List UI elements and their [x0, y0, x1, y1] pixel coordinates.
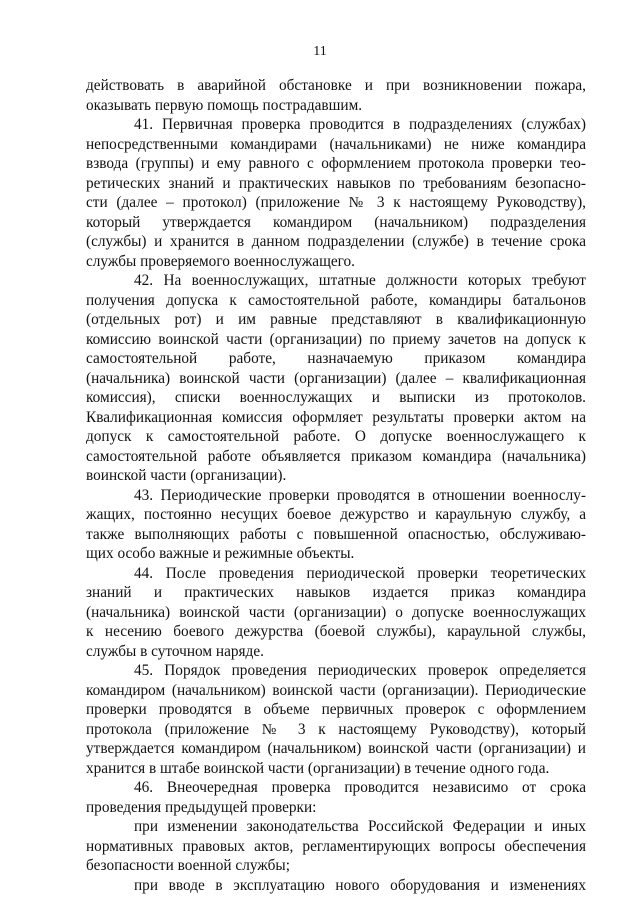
- text-line: при изменении законодательства Российской Федерации и иных: [134, 818, 586, 835]
- text-line: 41. Первичная проверка проводится в подразделениях (службах): [134, 116, 586, 133]
- text-line: (начальника) воинской части (организации) (далее – квалификационная: [86, 369, 586, 387]
- text-line: хранится в штабе воинской части (организации) в течение одного года.: [86, 759, 550, 777]
- text-line: получения допуска к самостоятельной работе, командиры батальонов: [86, 291, 586, 309]
- text-line: ретических знаний и практических навыков по требованиям безопасно-: [86, 174, 586, 192]
- text-line: самостоятельной работе, назначаемую приказом командира: [86, 350, 586, 367]
- text-line: командиром (начальником) воинской части (организации). Периодические: [86, 681, 586, 699]
- text-line: проверки проводятся в объеме первичных проверок с оформлением: [86, 701, 586, 718]
- text-line: (отдельных рот) и им равные представляют в квалификационную: [86, 311, 586, 328]
- text-line: допуск к самостоятельной работе. О допуске военнослужащего к: [86, 428, 586, 445]
- text-line: также выполняющих работы с повышенной опасностью, обслуживаю-: [86, 525, 586, 543]
- text-line: непосредственными командирами (начальниками) не ниже командира: [86, 135, 586, 153]
- text-line: к несению боевого дежурства (боевой службы), караульной службы,: [86, 623, 586, 640]
- text-line: сти (далее – протокол) (приложение № 3 к настоящему Руководству),: [86, 194, 586, 211]
- text-line: оказывать первую помощь пострадавшим.: [86, 96, 363, 114]
- text-line: утверждается командиром (начальником) воинской части (организации) и: [86, 740, 586, 757]
- text-line: Квалификационная комиссия оформляет результаты проверки актом на: [86, 408, 586, 426]
- text-line: взвода (группы) и ему равного с оформлением протокола проверки тео-: [86, 155, 586, 172]
- text-line: службы в суточном наряде.: [86, 642, 264, 660]
- text-line: 46. Внеочередная проверка проводится независимо от срока: [134, 779, 586, 796]
- text-line: безопасности военной службы;: [86, 857, 290, 874]
- text-line: который утверждается командиром (начальником) подразделения: [86, 213, 586, 231]
- text-line: нормативных правовых актов, регламентирующих вопросы обеспечения: [86, 837, 586, 855]
- text-line: действовать в аварийной обстановке и при возникновении пожара,: [86, 77, 586, 94]
- text-line: воинской части (организации).: [86, 467, 287, 484]
- text-line: комиссию воинской части (организации) по приему зачетов на допуск к: [86, 330, 586, 348]
- page-number: 11: [313, 44, 327, 59]
- text-line: службы проверяемого военнослужащего.: [86, 252, 356, 270]
- document-text: [86, 76, 586, 895]
- text-line: щих особо важные и режимные объекты.: [86, 545, 355, 562]
- text-line: проведения предыдущей проверки:: [86, 798, 317, 816]
- text-line: 43. Периодические проверки проводятся в отношении военнослу-: [134, 486, 586, 504]
- text-line: 45. Порядок проведения периодических проверок определяется: [134, 662, 586, 679]
- text-line: протокола (приложение № 3 к настоящему Руководству), который: [86, 720, 586, 738]
- text-line: самостоятельной работе объявляется приказом командира (начальника): [86, 447, 586, 465]
- text-line: 44. После проведения периодической проверки теоретических: [134, 564, 586, 582]
- text-line: 42. На военнослужащих, штатные должности которых требуют: [134, 272, 586, 289]
- text-line: (начальника) воинской части (организации) о допуске военнослужащих: [86, 603, 586, 621]
- text-line: (службы) и хранится в данном подразделении (службе) в течение срока: [86, 233, 586, 250]
- text-line: при вводе в эксплуатацию нового оборудования и изменениях: [134, 876, 586, 894]
- text-line: комиссия), списки военнослужащих и выписки из протоколов.: [86, 389, 586, 406]
- text-line: жащих, постоянно несущих боевое дежурство и караульную службу, а: [86, 506, 586, 523]
- text-line: знаний и практических навыков издается приказ командира: [86, 584, 586, 601]
